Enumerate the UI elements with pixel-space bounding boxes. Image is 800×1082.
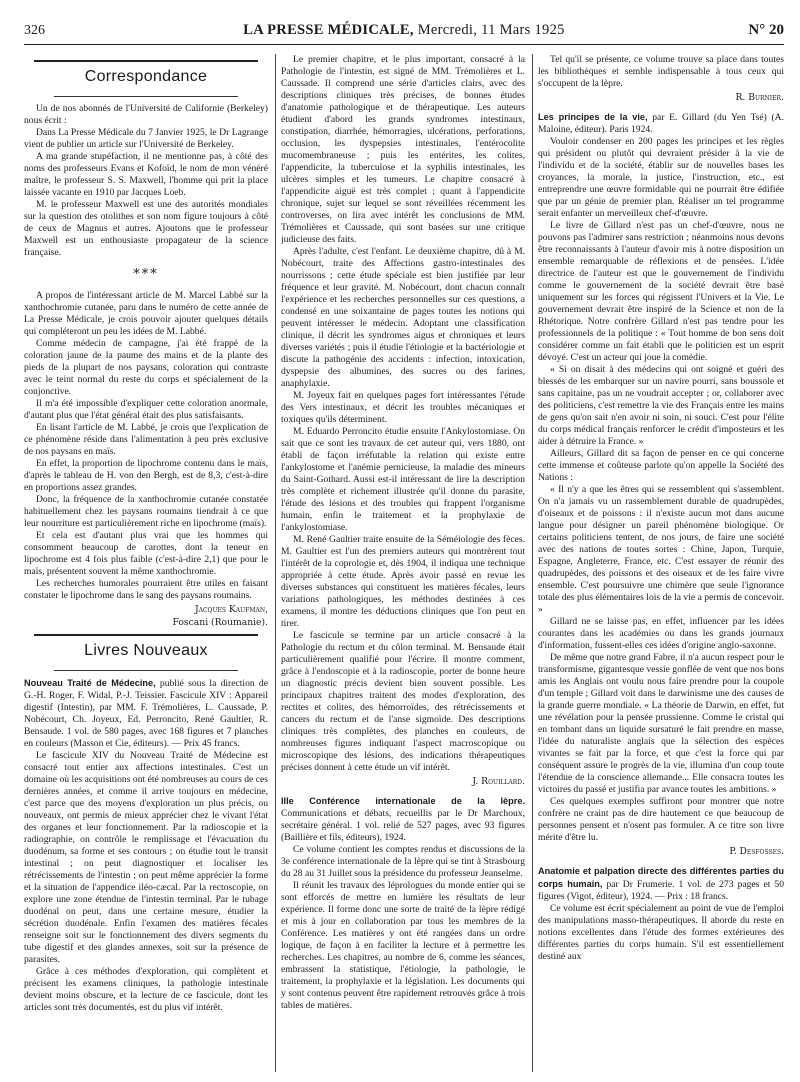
paragraph: Un de nos abonnés de l'Université de Californie (Berkeley) nous écrit : [24,103,268,126]
correspondance-heading: Correspondance [84,68,208,85]
paragraph: Et cela est d'autant plus vrai que les hommes qui consomment beaucoup de carottes, dont la teneur en lipochrome est 4 fois plus faible (c'est-à-dire 2,1) que pour le maïs, présentent souvent la même xanthochromie. [24,530,268,577]
section-rule [34,634,258,636]
section-stars: *** [133,267,159,282]
paragraph: Le livre de Gillard n'est pas un chef-d'œuvre, nous ne pouvons pas l'admirer sans restriction ; néanmoins nous devons être reconnaissants à l'auteur d'avoir mis à notre disposition un ensemble remarquable de réflexions et de pensées. L'idée directrice de l'auteur est que le gouvernement de l'individu comme le gouvernement de la société devrait être basé uniquement sur les forces qui régissent l'Univers et la Vie. Le gouvernement devrait être inspiré de la Science et non de la Rhétorique. Notre confrère Gillard n'est pas tendre pour les professionnels de la politique : « Tout homme de bon sens doit considérer comme un fait établi que le politicien est un esprit dévoyé. C'est un acteur qui joue la comédie. [538,220,784,363]
paragraph: Tel qu'il se présente, ce volume trouve sa place dans toutes les bibliothèques et semble indispensable à tous ceux qui s'occupent de la lèpre. [538,54,784,89]
paragraph: M. René Gaultier traite ensuite de la Séméiologie des fèces. M. Gaultier est l'un des premiers auteurs qui montrèrent tout l'intérêt de la coprologie et, dès 1904, il indiqua une technique appropriée à cette étude. Après avoir passé en revue les diverses substances qui constituent les matières fécales, leurs variations pathologiques, les méthodes destinées à ces examens, il montre les déductions cliniques que l'on peut en tirer. [281,534,525,629]
book-details: par Dr Frumerie. 1 vol. de 273 pages et 50 figures (Vigot, éditeur), 1924. — Prix : 18 francs. [538,879,784,902]
journal-name: LA PRESSE MÉDICALE, [243,22,414,38]
book-title: Anatomie et palpation directe des différentes parties du corps humain, [538,866,784,889]
running-title [24,22,784,39]
paragraph: Donc, la fréquence de la xanthochromie cutanée constatée habituellement chez les paysans roumains tiendrait à ce que leur nourriture est particulièrement riche en lipochrome (maïs). [24,494,268,529]
book-entry-3 [538,111,784,136]
column-1 [24,54,268,1072]
book-details: publié sous la direction de G.-H. Roger, F. Widal, P.-J. Teissier. Fascicule XIV : Appareil digestif (Intestin), par MM. F. Trémolières, L. Caussade, P. Nobécourt, Ch. Joyeux, Ed. Perroncito, René Gaultier, R. Bensaude. 1 vol. de 580 pages, avec 168 figures et 7 planches en couleurs (Masson et Cie, éditeurs). — Prix 45 francs. [24,678,268,749]
paragraph: Les recherches humorales pourraient être utiles en faisant constater le lipochrome dans le sang des paysans roumains. [24,578,268,601]
review-signature: J. Rouillard. [472,776,525,787]
paragraph: Dans La Presse Médicale du 7 Janvier 1925, le Dr Lagrange vient de publier un article sur l'Université de Berkeley. [24,127,268,150]
column-divider [275,54,276,1072]
issue-date: Mercredi, 11 Mars 1925 [417,22,565,38]
paragraph: De même que notre grand Fabre, il n'a aucun respect pour le transformisme, gigantesque vessie gonflée de vent que nos bons amis les Anglais ont voulu nous faire prendre pour la coupole d'un temple ; Gillard voit dans le darwinisme une des causes de la grande guerre mondiale. « La théorie de Darwin, en effet, fut une révélation pour la pensée prussienne. Comme le cristal qui en tombant dans un liquide sursaturé le fait prendre en masse, l'idée du naturaliste anglais que la sélection des espèces vivantes se fait par la force, et que c'est la force qui par conséquent assure le progrès de la vie, illumina d'un coup toute l'étendue de la conscience allemande... Elle consacra toutes les victoires du passé et justifia par avance toutes les ambitions. » [538,652,784,795]
paragraph: Il réunit les travaux des léprologues du monde entier qui se sont efforcés de mettre en lumière les résultats de leur expérience. Il forme donc une sorte de traité de la lèpre rédigé et mis à jour en collaboration par tous les membres de la Conférence. Les matières y ont été rangées dans un ordre logique, de façon à en faciliter la lecture et à permettre les recherches. Les chapitres, au nombre de 6, comme les séances, embrassent la statistique, l'étiologie, la pathologie, le traitement, la prophylaxie et la législation. Les documents qui y sont contenus peuvent être rapidement retrouvés grâce à trois tables de matières. [281,880,525,1011]
paragraph: Vouloir condenser en 200 pages les principes et les règles qui président ou plutôt qui devraient présider à la vie de l'individu et de la société, établir sur de nouvelles bases les croyances, la morale, la justice, l'instruction, etc., est entreprendre une œuvre formidable qui ne pourrait être édifiée que par un génie de premier plan. Réaliser un tel programme serait enfanter un merveilleux chef-d'œuvre. [538,136,784,219]
section-rule [54,96,238,97]
paragraph: En effet, la proportion de lipochrome contenu dans le maïs, d'après le tableau de H. von den Bergh, est de 8,3, c'est-à-dire en proportions assez grandes. [24,458,268,493]
paragraph: Ces quelques exemples suffiront pour montrer que notre confrère ne craint pas de dire hautement ce que beaucoup de personnes pensent et n'osent pas formuler. A ce titre son livre mérite d'être lu. [538,796,784,843]
paragraph: M. Joyeux fait en quelques pages fort intéressantes l'étude des Vers intestinaux, et décrit les troubles mécaniques et toxiques qu'ils déterminent. [281,390,525,425]
paragraph: Le fascicule se termine par un article consacré à la Pathologie du rectum et du côlon terminal. M. Bensaude était particulièrement qualifié pour l'écrire. Il montre comment, grâce à l'endoscopie et à la radioscopie, porter de bonne heure un diagnostic précis devient bien souvent possible. Les principaux chapitres traitent des modes d'exploration, des rectites et colites, des hémorroïdes, des rétrécissements et cancers du rectum et de l'anse sigmoïde. Des descriptions cliniques très complètes, des planches en couleurs, de nombreuses figures indiquant l'aspect macroscopique ou microscopique des lésions, des indications thérapeutiques précises donnent à cette étude un vif intérêt. [281,630,525,773]
column-2 [281,54,525,1072]
paragraph: Après l'adulte, c'est l'enfant. Le deuxième chapitre, dû à M. Nobécourt, traite des Affections gastro-intestinales des nourrissons ; cette étude spéciale est bien justifiée par leur fréquence et leur gravité. M. Nobécourt, dont chacun connaît l'expérience et les recherches personnelles sur ces questions, a condensé en une soixantaine de pages toutes les notions qui peuvent intéresser le médecin. Adoptant une classification clinique, il décrit les syndromes aigus et chroniques et leurs diverses variétés ; puis il étudie l'étiologie et la bactériologie et discute la pathogénie des accidents : infection, intoxication, dyspepsie des albumines, des sucres ou des farines, anaphylaxie. [281,246,525,389]
issue-number: N° 20 [748,22,784,38]
paragraph: Ce volume contient les comptes rendus et discussions de la 3e conférence internationale de la lèpre qui se tint à Strasbourg du 28 au 31 Juillet sous la présidence du professeur Jeanselme. [281,844,525,879]
paragraph: « Si on disait à des médecins qui ont soigné et guéri des blessés de les embarquer sur un navire pourri, sans boussole et sans capitaine, pas un ne voudrait accepter ; or, collaborer avec des politiciens, c'est remettre la vie des Français entre les mains de gens qu'on sait n'en avoir ni soin, ni souci. C'est pour l'élite du corps médical français renforcer le crédit d'imposteurs et les aider à détruire la France. » [538,364,784,447]
paragraph: Ce volume est écrit spécialement au point de vue de l'emploi des manipulations masso-thérapeutiques. Il aborde du reste en notions excellentes dans l'étude des formes extérieures des différentes parties du corps humain. S'il est essentiellement destiné aux [538,903,784,962]
book-title: IIIe Conférence internationale de la lèpre. [281,796,525,806]
paragraph: Gillard ne se laisse pas, en effet, influencer par les idées courantes dans les académies ou dans les grands journaux d'information, fussent-elles ces idées d'origine anglo-saxonne. [538,616,784,651]
column-divider [532,54,533,1072]
signature-name: Jacques Kaufman, [194,604,268,615]
review-signature: P. Desfosses. [729,846,784,857]
livres-heading: Livres Nouveaux [84,642,208,659]
paragraph: A propos de l'intéressant article de M. Marcel Labbé sur la xanthochromie cutanée, paru dans le numéro de cette année de La Presse Médicale, je crois pouvoir ajouter quelques détails qui compléteront un peu les idées de M. Labbé. [24,290,268,337]
paragraph: A ma grande stupéfaction, il ne mentionne pas, à côté des noms des professeurs Evans et Kofoïd, le nom de mon vénéré maître, le professeur S. S. Maxwell, l'homme qui prit la place laissée vacante en 1910 par Jacques Loeb. [24,151,268,198]
book-entry-2 [281,795,525,844]
section-rule [54,670,238,671]
book-title: Nouveau Traité de Médecine, [24,678,156,688]
paragraph: « Il n'y a que les êtres qui se ressemblent qui s'assemblent. On n'a jamais vu un rassemblement durable de quadrupèdes, d'oiseaux et de poissons : il n'existe aucun mot dans aucune langue pour désigner un pareil phénomène biologique. Or certains politiciens tentent, de nos jours, de faire une société avec des nations de toutes sortes : Chine, Japon, Turquie, Espagne, Angleterre, France, etc. C'est essayer de réunir des quadrupèdes, des poissons et des oiseaux et de les faire vivre ensemble. C'est poursuivre une chimère que seule l'ignorance totale des plus élémentaires lois de la vie a permis de concevoir. » [538,484,784,615]
book-details: Communications et débats, recueillis par le Dr Marchoux, secrétaire général. 1 vol. relié de 527 pages, avec 93 figures (Baillière et fils, éditeurs), 1924. [281,808,525,843]
signature-place: Foscani (Roumanie). [172,617,268,628]
paragraph: M. Eduardo Perroncito étudie ensuite l'Ankylostomiase. On sait que ce sont les travaux de cet auteur qui, vers 1880, ont établi de façon irréfutable la relation qui existe entre l'ankylostome et l'anémie pernicieuse, la maladie des mineurs du Saint-Gothard. Aussi est-il intéressant de lire la description très complète et richement illustrée qu'il donne du parasite, l'étude des lésions et des troubles qui frappent l'organisme humain, enfin le traitement et la prophylaxie de l'ankylostomiase. [281,426,525,533]
book-entry-1 [24,677,268,750]
paragraph: Grâce à ces méthodes d'exploration, qui complètent et précisent les examens cliniques, la pathologie intestinale devient moins obscure, et la lecture de ce fascicule, dont les articles sont très documentés, est du plus vif intérêt. [24,966,268,1013]
paragraph: Le fascicule XIV du Nouveau Traité de Médecine est consacré tout entier aux affections intestinales. C'est un domaine où les acquisitions ont été nombreuses au cours de ces dernières années, et comme il arrive toujours en médecine, c'est parce que des moyens d'exploration un plus précis, ou nouveaux, ont permis de mieux apprécier chez le vivant l'état des organes et leur fonctionnement. Par la radioscopie et la radiographie, on contrôle le remplissage et l'évacuation du duodénum, sa forme et ses contours ; on étudie tout le transit intestinal ; on peut diagnostiquer et localiser les rétrécissements de l'intestin ; on peut même apprécier la forme et la situation de l'appendice iléo-cæcal. Par la rectoscopie, on explore une zone étendue de l'intestin terminal. Par le tubage duodénal on peut, dans une certaine mesure, étudier la sécrétion duodénale. Enfin l'examen des matières fécales renseigne soit sur le fonctionnement des divers segments du tube digestif et des glandes annexes, soit sur la présence de parasites. [24,750,268,965]
book-entry-4 [538,865,784,903]
paragraph: Il m'a été impossible d'expliquer cette coloration anormale, d'autant plus que l'état général était des plus satisfaisants. [24,398,268,421]
newspaper-page [24,22,784,1072]
page-header [24,22,784,45]
section-rule [34,60,258,62]
book-details: par E. Gillard (du Yen Tsé) (A. Maloine, éditeur). Paris 1924. [538,112,784,135]
page-number: 326 [24,23,45,38]
paragraph: Comme médecin de campagne, j'ai été frappé de la coloration jaune de la paume des mains et de la plante des pieds de la plupart de nos paysans, coloration qui contraste avec le teint normal du reste du corps et spécialement de la conjonctive. [24,338,268,397]
paragraph: M. le professeur Maxwell est une des autorités mondiales sur la question des otolithes et son nom figure toujours à côté de ceux de Magnus et autres. Ajoutons que le professeur Maxwell est un enthousiaste propagateur de la science française. [24,199,268,258]
column-3 [538,54,784,1072]
book-title: Les principes de la vie, [538,112,648,122]
paragraph: Ailleurs, Gillard dit sa façon de penser en ce qui concerne cette immense et coûteuse parlote qu'on appelle la Société des Nations : [538,448,784,483]
review-signature: R. Burnier. [735,92,784,103]
paragraph: En lisant l'article de M. Labbé, je crois que l'explication de ce phénomène réside dans l'alimentation à peu près exclusive de nos paysans en maïs. [24,422,268,457]
paragraph: Le premier chapitre, et le plus important, consacré à la Pathologie de l'intestin, est signé de MM. Trémolières et L. Caussade. Il comprend une série d'articles clairs, avec des descriptions cliniques très précises, de bonnes études d'anatomie pathologique et de thérapeutique. Les auteurs étudient d'abord les grands syndromes intestinaux, constipation, diarrhée, hémorragies, ulcérations, perforations, occlusion, les dyspepsies intestinales, l'entérocolite mucomembraneuse ; puis les entérites, les colites, l'appendicite, la tuberculose et la syphilis intestinales, les ulcères simples et les tumeurs. Le chapitre consacré à l'appendicite aiguë est très complet ; quant à l'appendicite chronique, sujet sur lequel se sont réveillées récemment les controverses, on lira avec intérêt les conclusions de MM. Trémolières et Caussade, qui sont basées sur une critique judicieuse des faits. [281,54,525,245]
